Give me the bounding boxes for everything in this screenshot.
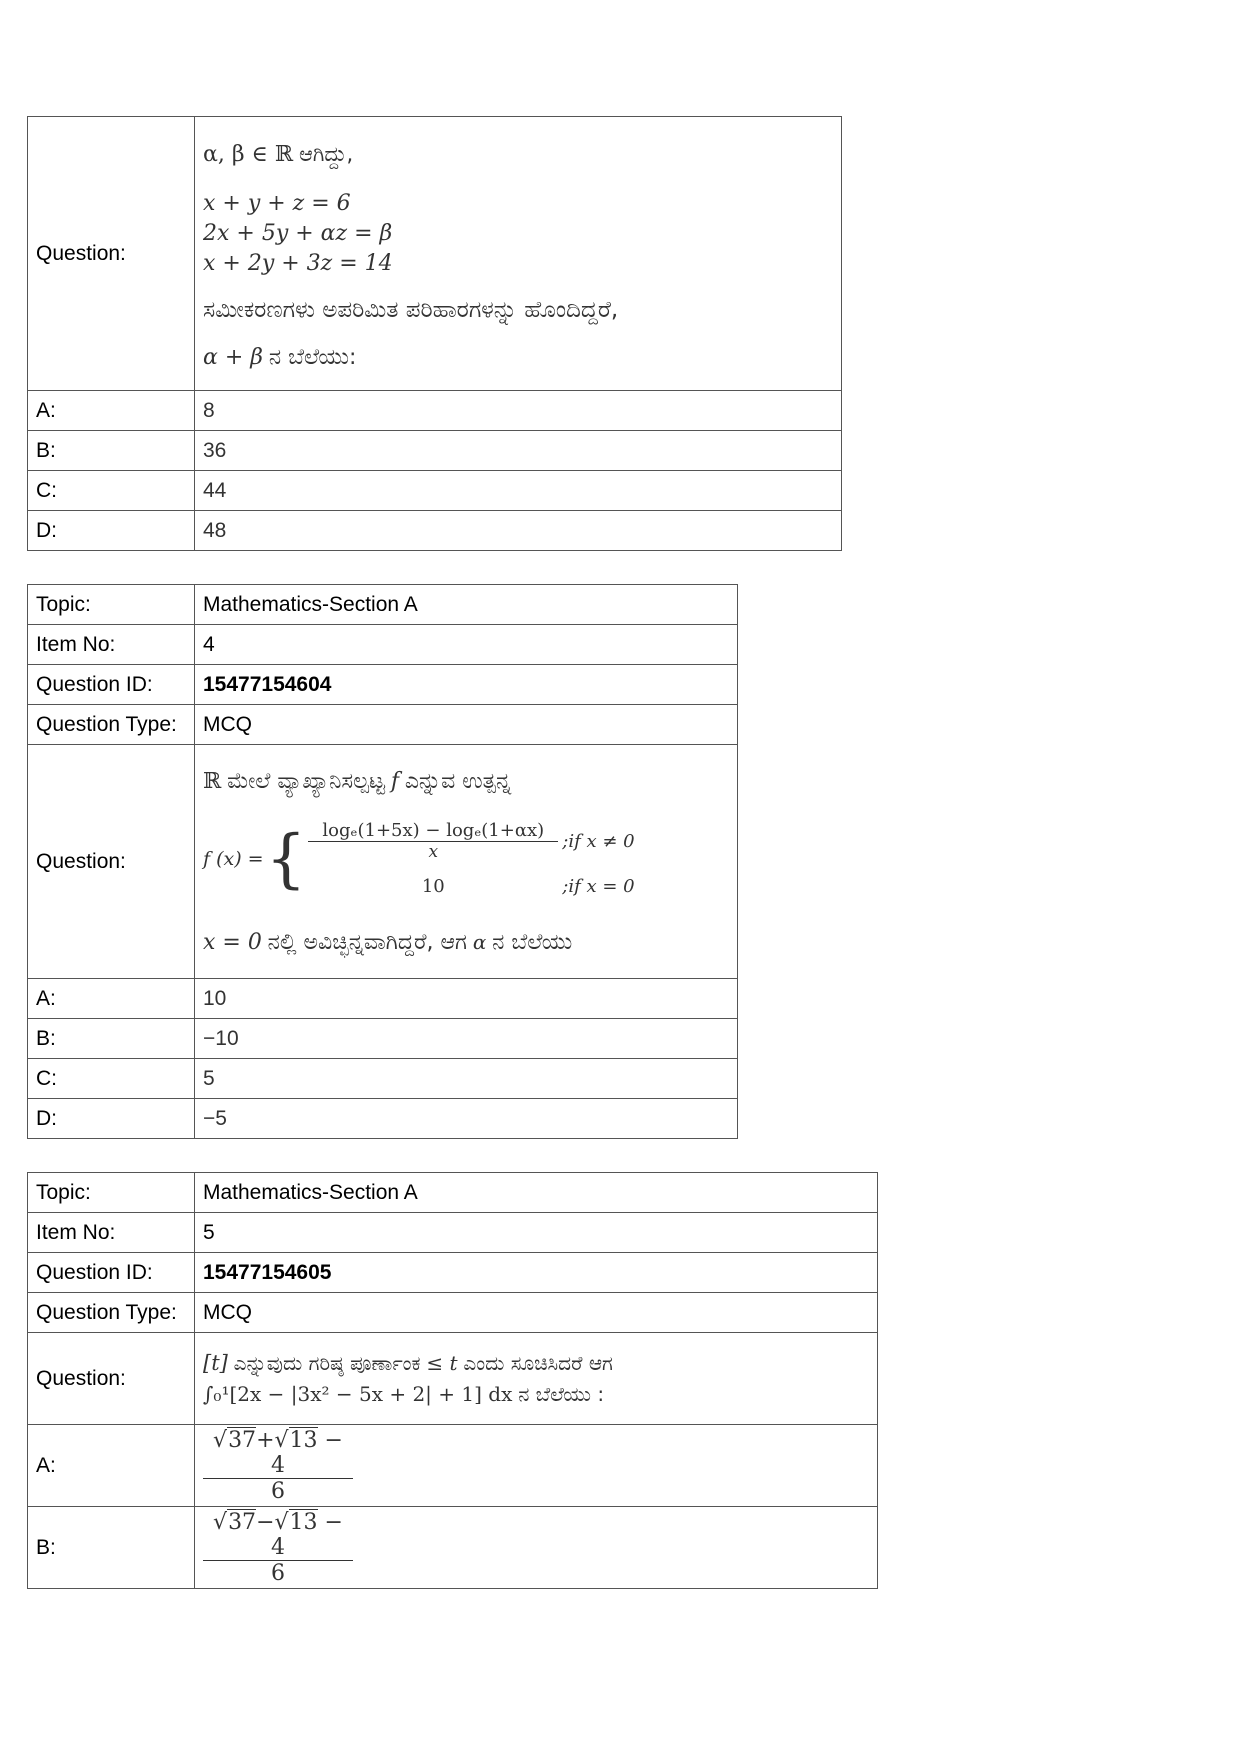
- case-2: [308, 876, 634, 897]
- topic-row: [28, 1173, 878, 1213]
- question-text: [195, 117, 842, 391]
- option-label: C:: [28, 1059, 195, 1099]
- option-b-fraction: [203, 1510, 353, 1586]
- question-type-value: MCQ: [195, 1293, 878, 1333]
- question-type-value: MCQ: [195, 705, 738, 745]
- option-value: 44: [195, 471, 842, 511]
- option-row-b: [28, 1507, 878, 1589]
- sqrt-icon: √: [274, 1427, 289, 1453]
- inequality: ≤ t: [426, 1350, 458, 1375]
- function-symbol: f: [390, 768, 399, 794]
- question-label: Question:: [28, 745, 195, 979]
- option-label: A:: [28, 391, 195, 431]
- option-label: B:: [28, 431, 195, 471]
- question-row: [28, 1333, 878, 1425]
- piecewise-cases: [308, 820, 634, 897]
- question-3-table: [27, 116, 842, 551]
- case-1: [308, 820, 634, 862]
- option-value: [195, 1507, 878, 1589]
- question-id-row: [28, 1253, 878, 1293]
- case-1-denominator: x: [428, 842, 439, 862]
- continuity-kannada-2: ನ ಬೆಲೆಯು: [492, 929, 573, 955]
- piecewise-function: [203, 804, 729, 914]
- option-row-a: [28, 391, 842, 431]
- equation-system: [203, 189, 833, 279]
- item-label: Item No:: [28, 625, 195, 665]
- line1-kannada: ಮೇಲೆ ವ್ಯಾಖ್ಯಾನಿಸಲ್ಪಟ್ಟ: [227, 768, 385, 794]
- question-5-table: [27, 1172, 878, 1589]
- radicand-2: 13: [289, 1509, 318, 1535]
- real-set-symbol: ℝ: [203, 768, 222, 794]
- question-type-label: Question Type:: [28, 705, 195, 745]
- topic-value: Mathematics-Section A: [195, 1173, 878, 1213]
- line1-kannada-2: ಎಂದು ಸೂಚಿಸಿದರೆ ಆಗ: [463, 1350, 613, 1375]
- option-label: A:: [28, 1425, 195, 1507]
- numerator-tail: − 4: [271, 1509, 343, 1560]
- option-label: B:: [28, 1507, 195, 1589]
- line2-kannada: ನ ಬೆಲೆಯು :: [518, 1381, 605, 1406]
- option-a-fraction: [203, 1428, 353, 1504]
- ask-expression: α + β: [203, 344, 263, 370]
- option-row-c: [28, 471, 842, 511]
- option-a-denominator: 6: [271, 1478, 285, 1504]
- line1-kannada-2: ಎನ್ನುವ ಉತ್ಪನ್ನ: [404, 768, 512, 794]
- continuity-point: x = 0: [203, 929, 262, 955]
- radicand-1: 37: [228, 1509, 257, 1535]
- numerator-tail: − 4: [271, 1427, 343, 1478]
- integral-expression: ∫₀¹[2x − |3x² − 5x + 2| + 1] dx: [203, 1381, 513, 1406]
- option-row-d: [28, 511, 842, 551]
- option-value: 36: [195, 431, 842, 471]
- option-value: −5: [195, 1099, 738, 1139]
- question-type-row: [28, 705, 738, 745]
- case-2-condition: ;if x = 0: [562, 876, 635, 897]
- option-b-denominator: 6: [271, 1560, 285, 1586]
- question-text: [195, 745, 738, 979]
- question-label: Question:: [28, 1333, 195, 1425]
- condition-expr: α, β ∈ ℝ: [203, 141, 294, 167]
- option-row-b: [28, 431, 842, 471]
- option-label: D:: [28, 1099, 195, 1139]
- option-b-numerator: [203, 1510, 353, 1561]
- option-row-d: [28, 1099, 738, 1139]
- condition-kannada: ಆಗಿದ್ದು,: [298, 141, 354, 166]
- option-label: C:: [28, 471, 195, 511]
- statement-kannada: ಸಮೀಕರಣಗಳು ಅಪರಿಮಿತ ಪರಿಹಾರಗಳನ್ನು ಹೊಂದಿದ್ದರೆ,: [203, 296, 619, 323]
- function-lhs: f (x) =: [203, 847, 264, 870]
- item-value: 4: [195, 625, 738, 665]
- equation-3: x + 2y + 3z = 14: [203, 250, 393, 276]
- option-value: 5: [195, 1059, 738, 1099]
- continuity-kannada: ನಲ್ಲಿ ಅವಿಚ್ಛಿನ್ನವಾಗಿದ್ದರೆ, ಆಗ: [267, 929, 467, 955]
- option-value: −10: [195, 1019, 738, 1059]
- item-value: 5: [195, 1213, 878, 1253]
- question-label: Question:: [28, 117, 195, 391]
- option-row-b: [28, 1019, 738, 1059]
- case-2-value: 10: [421, 876, 445, 897]
- equation-1: x + y + z = 6: [203, 190, 351, 216]
- topic-label: Topic:: [28, 1173, 195, 1213]
- question-id-row: [28, 665, 738, 705]
- question-text: [195, 1333, 878, 1425]
- question-row: [28, 745, 738, 979]
- question-type-label: Question Type:: [28, 1293, 195, 1333]
- question-id-label: Question ID:: [28, 1253, 195, 1293]
- topic-row: [28, 585, 738, 625]
- option-label: D:: [28, 511, 195, 551]
- alpha-symbol: α: [472, 929, 487, 954]
- sign: −: [256, 1509, 275, 1535]
- item-label: Item No:: [28, 1213, 195, 1253]
- question-row: [28, 117, 842, 391]
- option-value: 48: [195, 511, 842, 551]
- ask-kannada: ನ ಬೆಲೆಯು:: [268, 344, 357, 370]
- option-row-a: [28, 979, 738, 1019]
- case-1-numerator: logₑ(1+5x) − logₑ(1+αx): [308, 820, 558, 842]
- case-1-condition: ;if x ≠ 0: [562, 830, 635, 852]
- option-row-a: [28, 1425, 878, 1507]
- option-value: 10: [195, 979, 738, 1019]
- radicand-1: 37: [228, 1427, 257, 1453]
- option-label: A:: [28, 979, 195, 1019]
- option-value: 8: [195, 391, 842, 431]
- option-value: [195, 1425, 878, 1507]
- floor-notation: [t]: [203, 1350, 228, 1375]
- topic-label: Topic:: [28, 585, 195, 625]
- line1-kannada: ಎನ್ನುವುದು ಗರಿಷ್ಠ ಪೂರ್ಣಾಂಕ: [233, 1350, 421, 1375]
- question-id-value: 15477154605: [195, 1253, 878, 1293]
- equation-2: 2x + 5y + αz = β: [203, 220, 393, 246]
- option-label: B:: [28, 1019, 195, 1059]
- left-brace-icon: {: [265, 821, 307, 896]
- sign: +: [256, 1427, 275, 1453]
- topic-value: Mathematics-Section A: [195, 585, 738, 625]
- item-row: [28, 1213, 878, 1253]
- question-type-row: [28, 1293, 878, 1333]
- radicand-2: 13: [289, 1427, 318, 1453]
- item-row: [28, 625, 738, 665]
- question-id-label: Question ID:: [28, 665, 195, 705]
- sqrt-icon: √: [274, 1509, 289, 1535]
- question-id-value: 15477154604: [195, 665, 738, 705]
- question-4-table: [27, 584, 738, 1139]
- option-a-numerator: [203, 1428, 353, 1479]
- case-1-fraction: [308, 820, 558, 862]
- sqrt-icon: √: [213, 1427, 228, 1453]
- option-row-c: [28, 1059, 738, 1099]
- sqrt-icon: √: [213, 1509, 228, 1535]
